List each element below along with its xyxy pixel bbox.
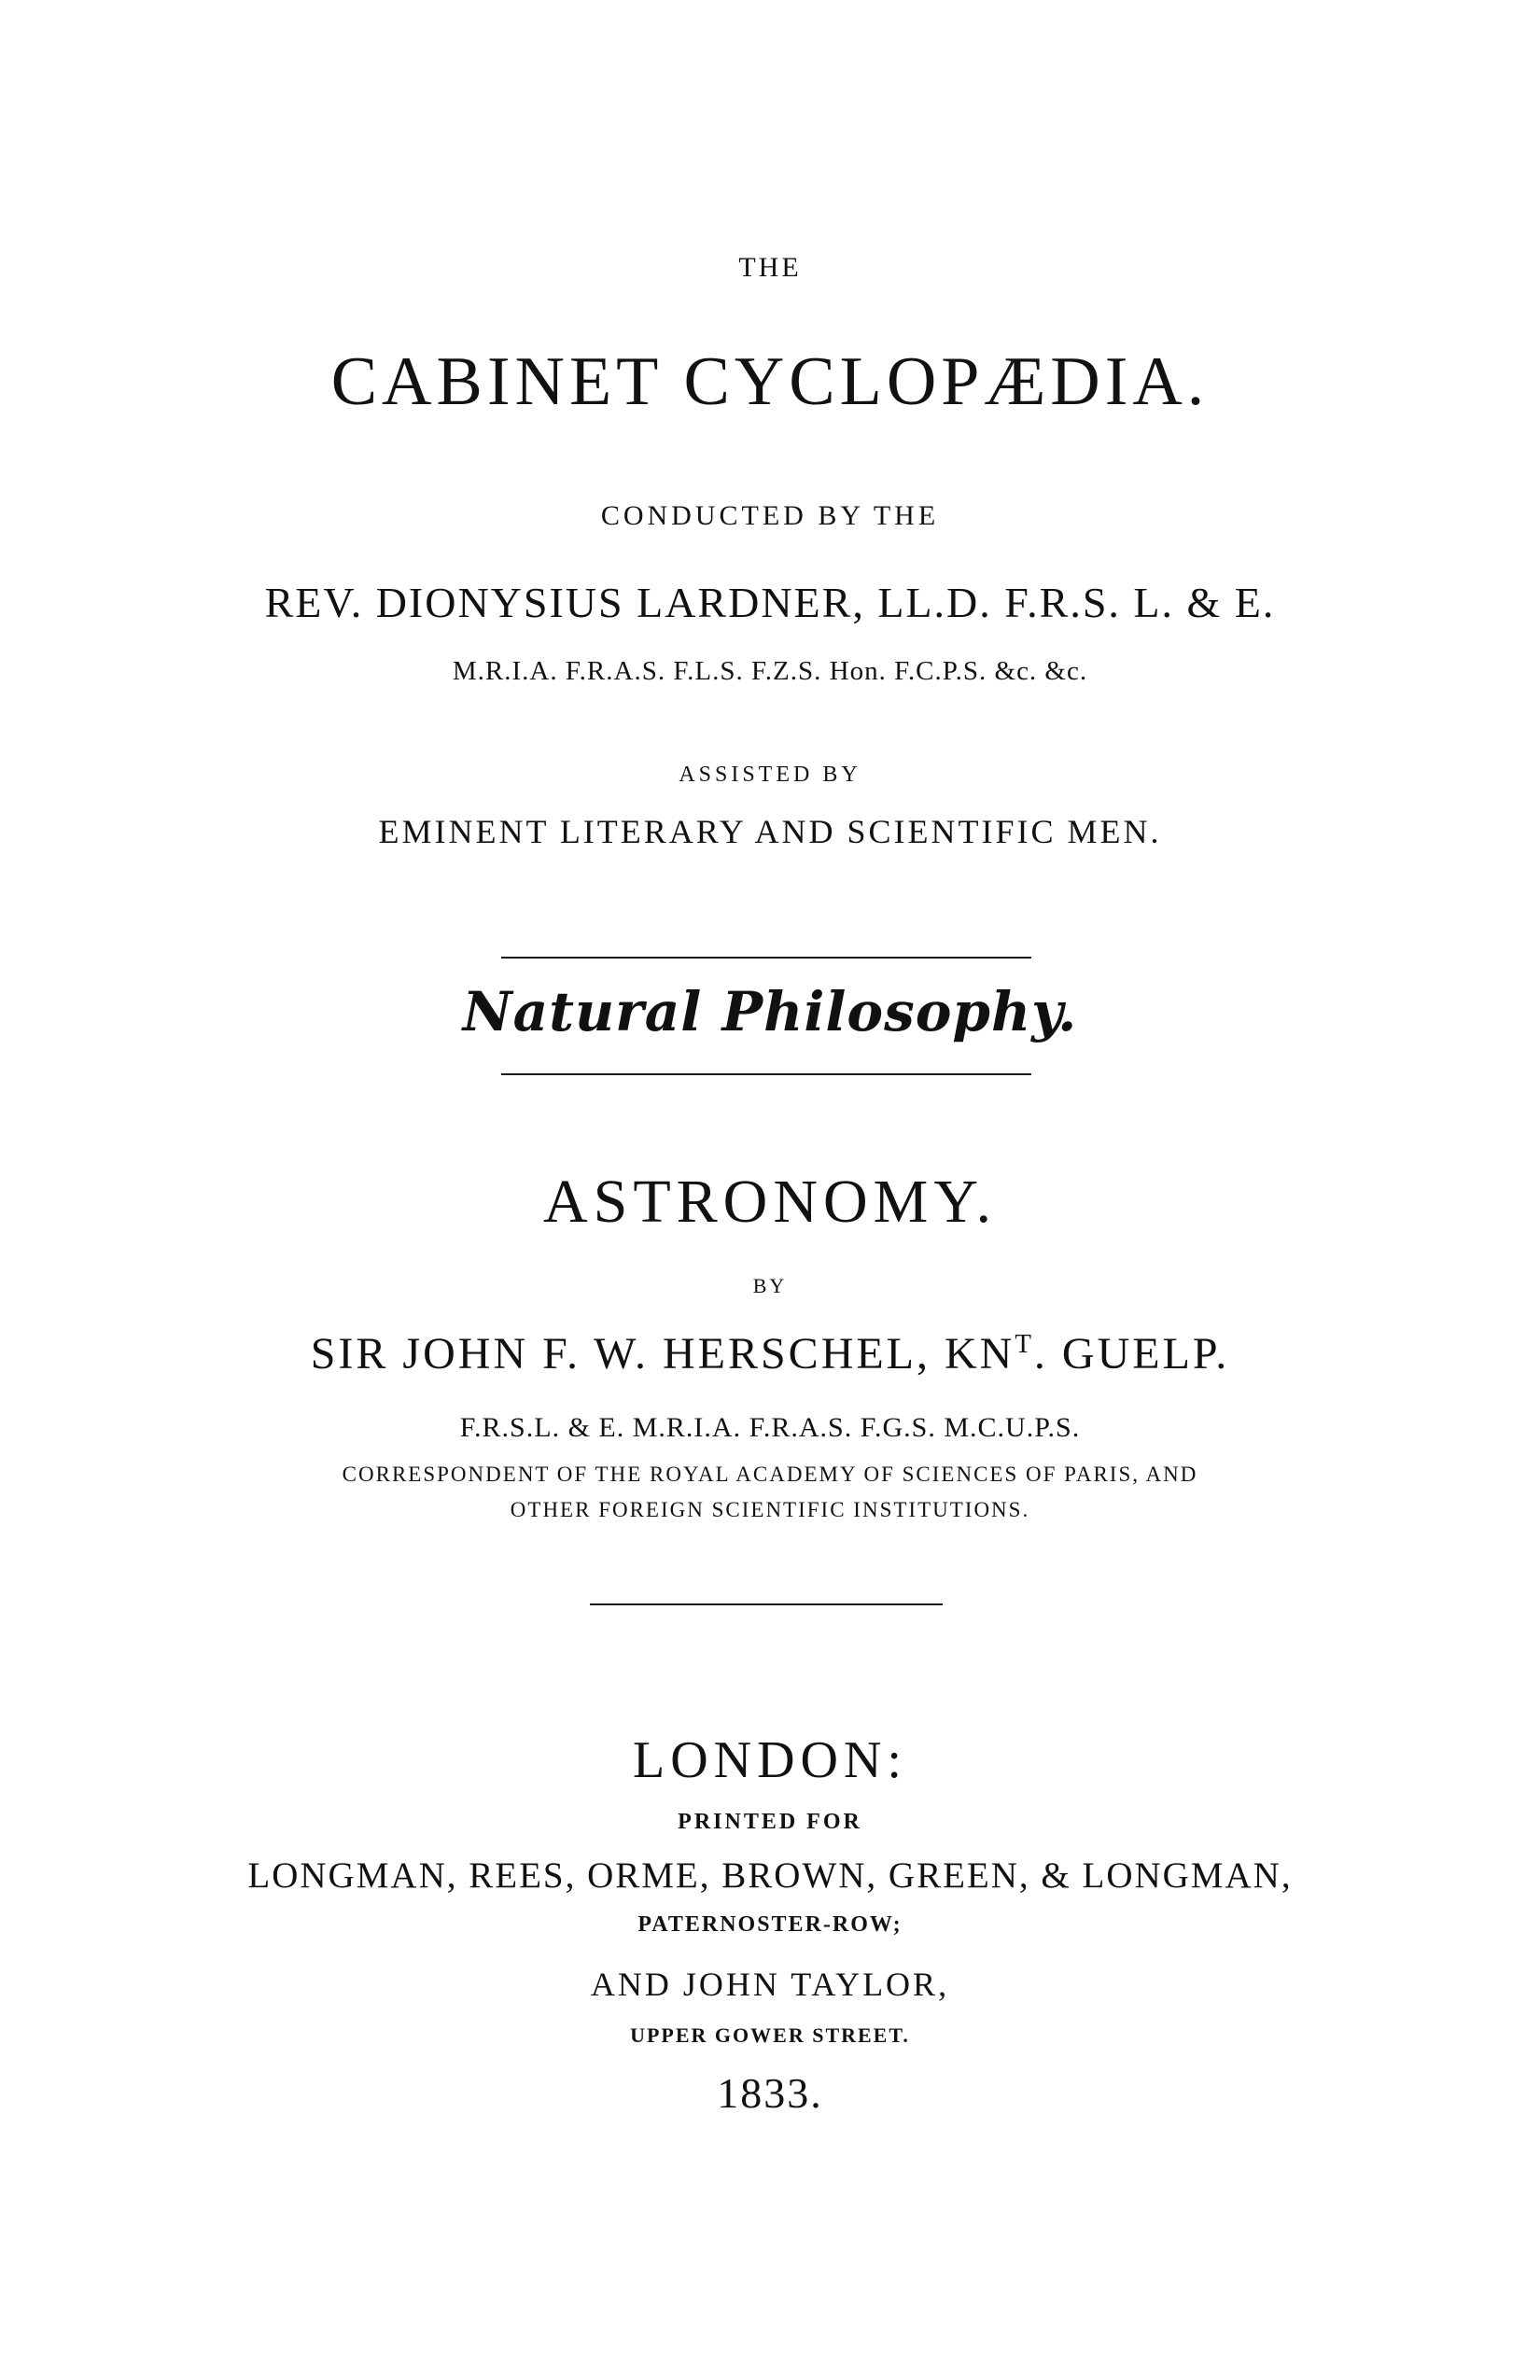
bottom-rule [590, 1603, 943, 1605]
division-title: Natural Philosophy. [462, 980, 1078, 1043]
assistants-line: EMINENT LITERARY AND SCIENTIFIC MEN. [378, 813, 1162, 850]
assisted-by-label: ASSISTED BY [679, 763, 861, 787]
co-publisher-line: AND JOHN TAYLOR, [590, 1966, 950, 2003]
author-affiliation-line-2: OTHER FOREIGN SCIENTIFIC INSTITUTIONS. [510, 1498, 1030, 1521]
editor-credentials: M.R.I.A. F.R.A.S. F.L.S. F.Z.S. Hon. F.C.P.S. &c. &c. [452, 656, 1088, 686]
author-name-main: SIR JOHN F. W. HERSCHEL, KN [310, 1329, 1015, 1379]
series-title: CABINET CYCLOPÆDIA. [330, 343, 1210, 420]
co-publisher-address: UPPER GOWER STREET. [630, 2023, 910, 2047]
author-affiliation-line-1: CORRESPONDENT OF THE ROYAL ACADEMY OF SCIENCES OF PARIS, AND [342, 1463, 1198, 1486]
the-label: THE [738, 252, 802, 283]
conducted-by-label: CONDUCTED BY THE [600, 500, 940, 531]
place-of-publication: LONDON: [633, 1731, 907, 1789]
editor-name: REV. DIONYSIUS LARDNER, LL.D. F.R.S. L. & E. [264, 579, 1276, 626]
author-name-superscript: T [1015, 1329, 1034, 1359]
publication-year: 1833. [717, 2069, 823, 2117]
publisher-address: PATERNOSTER-ROW; [637, 1912, 903, 1937]
author-name [0, 1329, 1540, 1379]
printed-for-label: PRINTED FOR [678, 1810, 862, 1834]
author-credentials: F.R.S.L. & E. M.R.I.A. F.R.A.S. F.G.S. M.C.U.P.S. [459, 1412, 1081, 1443]
top-rule [501, 957, 1031, 959]
author-name-end: . GUELP. [1033, 1329, 1230, 1379]
division-rule [501, 1073, 1031, 1075]
publishers-line: LONGMAN, REES, ORME, BROWN, GREEN, & LONGMAN, [247, 1855, 1293, 1896]
by-label: BY [752, 1274, 788, 1297]
book-title: ASTRONOMY. [542, 1168, 998, 1236]
